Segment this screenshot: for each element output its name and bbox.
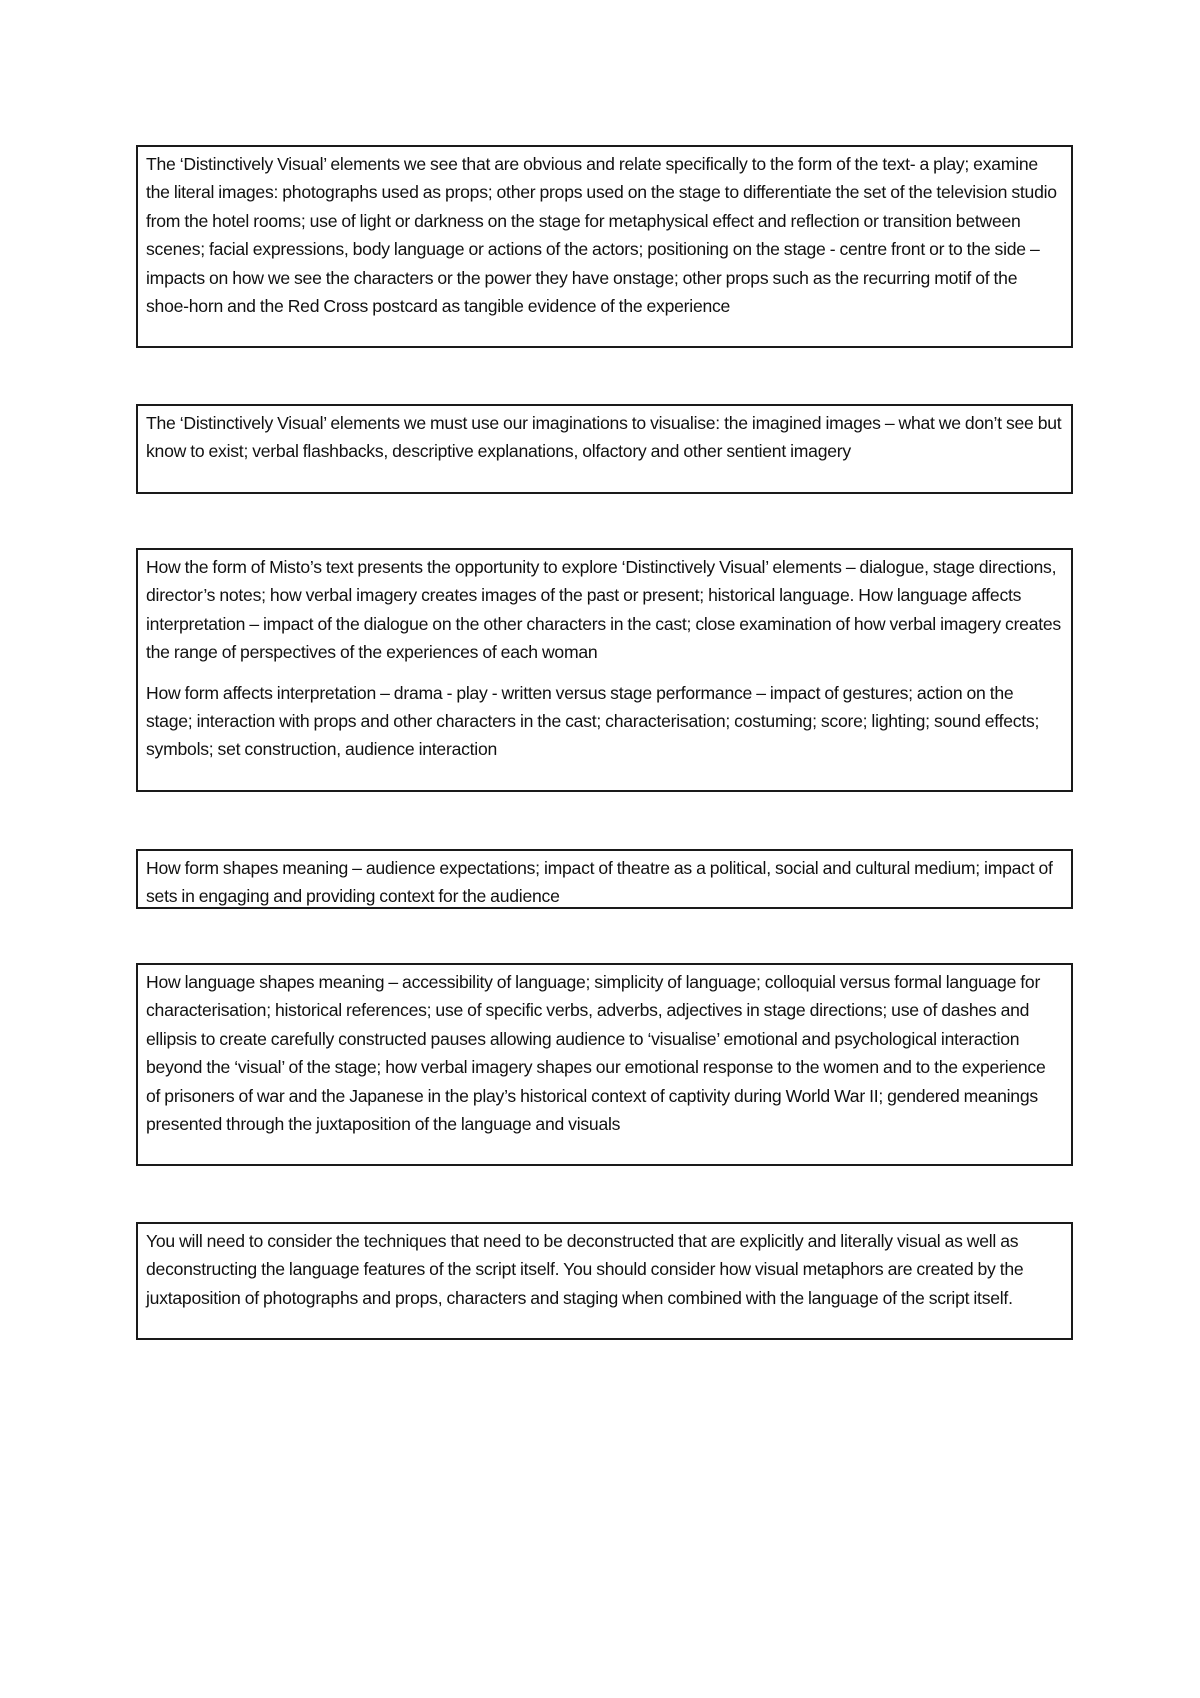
text-box-imagined-visual-elements xyxy=(136,404,1073,494)
text-box-techniques-note xyxy=(136,1222,1073,1340)
paragraph: How language shapes meaning – accessibility of language; simplicity of language; colloquial versus formal language for characterisation; historical references; use of specific verbs, adverbs, adjectives in stage directions; use of dashes and ellipsis to create carefully constructed pauses allowing audience to ‘visualise’ emotional and psychological interaction beyond the ‘visual’ of the stage; how verbal imagery shapes our emotional response to the women and to the experience of prisoners of war and the Japanese in the play’s historical context of captivity during World War II; gendered meanings presented through the juxtaposition of the language and visuals xyxy=(146,972,1046,1135)
text-box-form-shapes-meaning xyxy=(136,849,1073,909)
paragraph: How form shapes meaning – audience expectations; impact of theatre as a political, social and cultural medium; impact of sets in engaging and providing context for the audience xyxy=(146,858,1053,907)
text-box-language-shapes-meaning xyxy=(136,963,1073,1166)
paragraph: You will need to consider the techniques that need to be deconstructed that are explicitly and literally visual as well as deconstructing the language features of the script itself. You should consider how visual metaphors are created by the juxtaposition of photographs and props, characters and staging when combined with the language of the script itself. xyxy=(146,1231,1024,1308)
text-box-form-and-interpretation xyxy=(136,548,1073,792)
paragraph: The ‘Distinctively Visual’ elements we see that are obvious and relate specifically to the form of the text- a play; examine the literal images: photographs used as props; other props used on the stage to differentiate the set of the television studio from the hotel rooms; use of light or darkness on the stage for metaphysical effect and reflection or transition between scenes; facial expressions, body language or actions of the actors; positioning on the stage - centre front or to the side – impacts on how we see the characters or the power they have onstage; other props such as the recurring motif of the shoe-horn and the Red Cross postcard as tangible evidence of the experience xyxy=(146,154,1057,317)
text-box-literal-visual-elements xyxy=(136,145,1073,348)
paragraph: The ‘Distinctively Visual’ elements we must use our imaginations to visualise: the imagined images – what we don’t see but know to exist; verbal flashbacks, descriptive explanations, olfactory and other sentient imagery xyxy=(146,413,1062,462)
paragraph: How form affects interpretation – drama - play - written versus stage performance – impact of gestures; action on the stage; interaction with props and other characters in the cast; characterisation; costuming; score; lighting; sound effects; symbols; set construction, audience interaction xyxy=(146,682,1040,760)
paragraph: How the form of Misto’s text presents the opportunity to explore ‘Distinctively Visual’ elements – dialogue, stage directions, director’s notes; how verbal imagery creates images of the past or present; historical language. How language affects interpretation – impact of the dialogue on the other characters in the cast; close examination of how verbal imagery creates the range of perspectives of the experiences of each woman xyxy=(146,557,1061,663)
